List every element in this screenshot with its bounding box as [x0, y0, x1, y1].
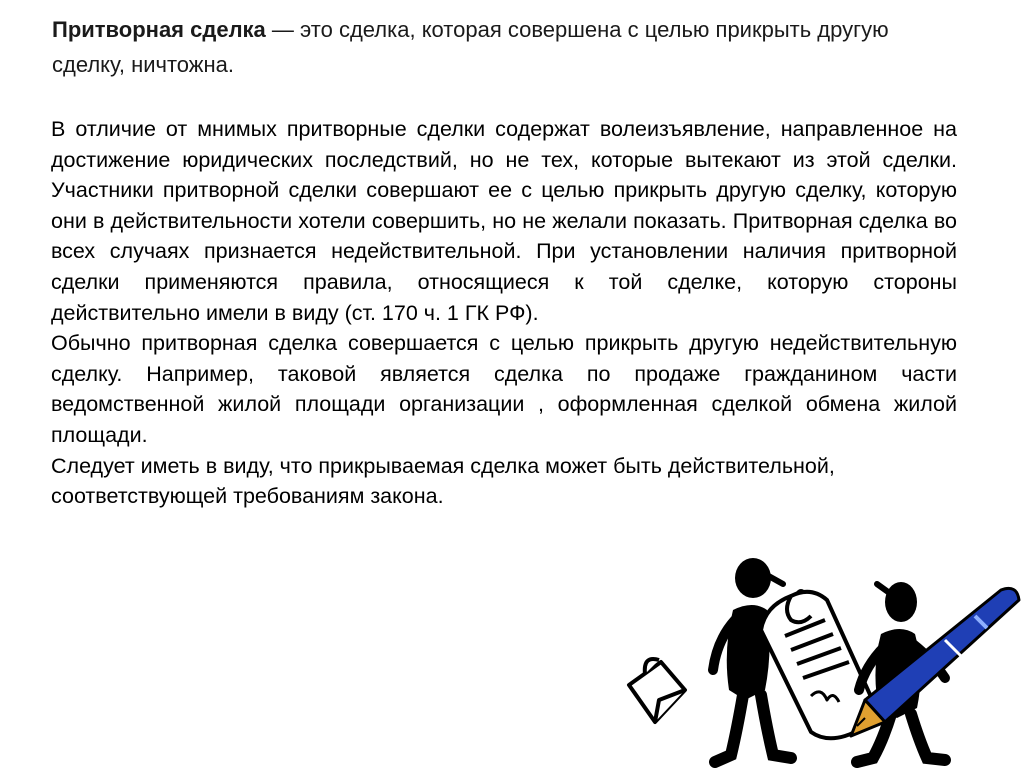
body-text — [51, 114, 957, 512]
contract-signing-clipart — [615, 550, 1024, 768]
definition-text: — это сделка, которая совершена с целью прикрыть другую сделку, ничтожна. — [52, 17, 889, 77]
definition-heading — [52, 12, 952, 82]
paragraph-3: Следует иметь в виду, что прикрываемая сделка может быть действительной, соответствующей требованиям закона. — [51, 453, 835, 509]
definition-term: Притворная сделка — [52, 17, 266, 42]
shopping-bag-icon — [629, 659, 685, 722]
paragraph-1: В отличие от мнимых притворные сделки содержат волеизъявление, направленное на достижение юридических последствий, но не тех, которые вытекают из этой сделки. Участники притворной сделки совершают ее с целью прикрыть другую сделку, которую они в действительности хотели совершить, но не желали показать. Притворная сделка во всех случаях признается недействительной. При установлении наличия притворной сделки применяются правила, относящиеся к той сделке, которую стороны действительно имели в виду (ст. 170 ч. 1 ГК РФ). — [51, 117, 957, 325]
paragraph-2: Обычно притворная сделка совершается с целью прикрыть другую недействительную сделку. Например, таковой является сделка по продаже гражданином части ведомственной жилой площади организации , оформленная сделкой обмена жилой площади. — [51, 331, 957, 447]
